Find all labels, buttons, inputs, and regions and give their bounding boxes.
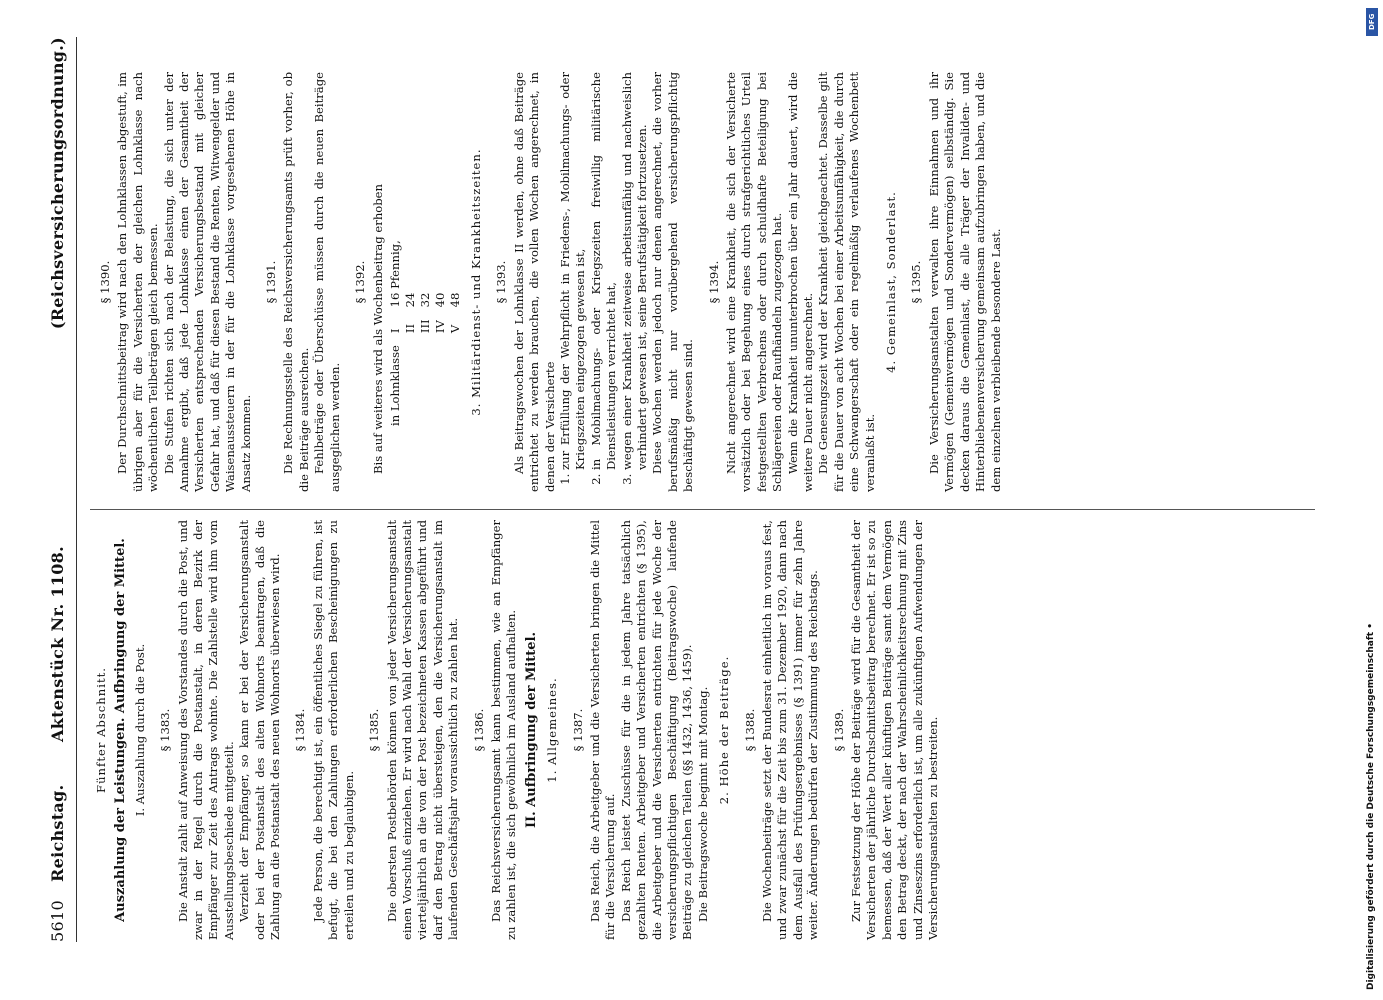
section-heading: Fünfter Abschnitt. — [94, 667, 108, 793]
paragraph-number: § 1392. — [353, 260, 368, 304]
rate-class: III — [417, 319, 432, 334]
header-center-title: Aktenstück Nr. 1108. — [48, 546, 67, 742]
paragraph-text: Zur Festsetzung der Höhe der Beiträge wird für die Gesamtheit der Versicherten der jährliche Durchschnittsbeitrag berechnet. Er ist so zu bemessen, daß der Wert aller künftigen Beiträge samt dem Vermögen den Betrag deckt, der nach der Wahrscheinlichkeitsrechnung mit Zins und Zinseszins erforderlich ist, um alle zukünftigen Aufwendungen der Versicherungsanstalten zu bestreiten. — [849, 520, 941, 940]
rate-row — [448, 234, 463, 432]
paragraph-number: § 1384. — [293, 708, 308, 752]
paragraph-text: Nicht angerechnet wird eine Krankheit, die sich der Versicherte vorsätzlich oder bei Begehung eines durch strafgerichtliches Urteil festgestellten Verbrechens oder durch schuldhafte Beteiligung bei Schlägereien oder Raufhändeln zugezogen hat. — [724, 72, 785, 492]
paragraph-text: Jede Person, die berechtigt ist, ein öffentliches Siegel zu führen, ist befugt, die bei den Zahlungen erforderlichen Bescheinigungen zu erteilen und zu beglaubigen. — [310, 520, 356, 940]
list-item: 2. in Mobilmachungs- oder Kriegszeiten freiwillig militärische Dienstleistungen verrichtet hat, — [589, 72, 620, 470]
paragraph-number: § 1387. — [570, 708, 585, 752]
paragraph-text: Fehlbeträge oder Überschüsse müssen durch die neuen Beiträge ausgeglichen werden. — [312, 72, 342, 492]
rate-row — [388, 234, 403, 432]
paragraph-text: Das Reich leistet Zuschüsse für die in jedem Jahre tatsächlich gezahlten Renten. Arbeitgeber und Versicherten entrichten (§ 1395), die Arbeitgeber und die Versicherten entrichten für jede Woche der versicherungspflichtigen Beschäftigung (Beitragswoche) laufende Beiträge zu gleichen Teilen (§§ 1432, 1436, 1459). — [618, 520, 695, 940]
subsection-heading: 2. Höhe der Beiträge. — [717, 655, 732, 805]
rate-prefix — [433, 339, 448, 432]
contribution-rates-table — [388, 234, 463, 432]
header-right-title: (Reichsversicherungsordnung.) — [48, 37, 67, 330]
rate-class: II — [402, 323, 417, 334]
paragraph-text: Bis auf weiteres wird als Wochenbeitrag erhoben — [370, 183, 385, 474]
paragraph-text: Die Wochenbeiträge setzt der Bundesrat einheitlich im voraus fest, und zwar zunächst für die Zeit bis zum 31. Dezember 1920, dann nach dem Ausfall des Prüfungsergebnisses (§ 1391) immer für zehn Jahre weiter. Änderungen bedürfen der Zustimmung des Reichstags. — [760, 520, 821, 940]
rate-prefix — [448, 339, 463, 432]
rate-prefix — [418, 339, 433, 432]
rate-amount: 32 — [417, 292, 432, 308]
list-item: 3. wegen einer Krankheit zeitweise arbeitsunfähig und nachweislich verhindert gewesen ist, seine Berufstätigkeit fortzusetzen. — [620, 72, 651, 470]
paragraph-number: § 1395. — [909, 260, 924, 304]
rate-row — [433, 234, 448, 432]
rate-class: V — [447, 324, 462, 334]
rate-row — [418, 234, 433, 432]
paragraph-text: Die Genesungszeit wird der Krankheit gleichgeachtet. Dasselbe gilt für die Dauer von acht Wochen bei einer Arbeitsunfähigkeit, die durch eine Schwangerschaft oder ein regelmäßig verlaufenes Wochenbett veranlaßt ist. — [816, 72, 877, 492]
paragraph-number: § 1388. — [742, 708, 757, 752]
paragraph-text: Der Durchschnittsbeitrag wird nach den Lohnklassen abgestuft, im übrigen aber für die Versicherten der gleichen Lohnklasse nach wöchentlichen Teilbeträgen gleich bemessen. — [115, 72, 161, 492]
paragraph-number: § 1385. — [367, 708, 382, 752]
paragraph-text: Das Reichsversicherungsamt kann bestimmen, wie an Empfänger zu zahlen ist, die sich gewöhnlich im Ausland aufhalten. — [488, 520, 519, 940]
paragraph-text: Als Beitragswochen der Lohnklasse II werden, ohne daß Beiträge entrichtet zu werden brauchen, die vollen Wochen angerechnet, in denen der Versicherte — [511, 72, 557, 492]
header-rule — [76, 37, 77, 942]
paragraph-number: § 1390. — [98, 260, 112, 304]
paragraph-text: Die Stufen richten sich nach der Belastung, die sich unter der Annahme ergibt, daß jede Lohnklasse einen der Gesamtheit der Versicherten entsprechenden Versicherungsbestand mit gleicher Gefahr hat, und daß für diesen Bestand die Renten, Witwengelder und Waisenaussteuern in der für die Lohnklasse vorgesehenen Höhe in Ansatz kommen. — [161, 72, 253, 492]
subsection-heading: II. Aufbringung der Mittel. — [523, 631, 539, 829]
paragraph-text: Die Versicherungsanstalten verwalten ihre Einnahmen und ihr Vermögen (Gemeinvermögen und Sondervermögen) selbständig. Sie decken daraus die Gemeinlast, die alle Träger der Invaliden- und Hinterbliebenenversicherung gemeinsam aufzubringen haben, und die dem einzelnen verbleibende besondere Last. — [926, 72, 1003, 492]
paragraph-number: § 1393. — [494, 260, 509, 304]
column-divider — [90, 509, 1315, 510]
rate-amount: 16 Pfennig, — [387, 240, 402, 308]
rate-prefix — [403, 339, 418, 432]
rate-row — [403, 234, 418, 432]
subsection-heading: I. Auszahlung durch die Post. — [132, 643, 147, 817]
page-number: 5610 — [48, 900, 67, 942]
dfg-logo: DFG — [1366, 8, 1378, 36]
right-column — [88, 72, 1004, 492]
subsection-heading: 3. Militärdienst- und Krankheitszeiten. — [468, 148, 483, 416]
rate-prefix: in Lohnklasse — [387, 345, 402, 426]
paragraph-text: Die Rechnungsstelle des Reichsversicherungsamts prüft vorher, ob die Beiträge ausreichen. — [281, 72, 311, 492]
rate-amount: 48 — [447, 292, 462, 308]
paragraph-number: § 1386. — [471, 708, 486, 752]
section-title: Auszahlung der Leistungen. Aufbringung der Mittel. — [113, 538, 129, 922]
paragraph-text: Verzieht der Empfänger, so kann er bei der Versicherungsanstalt oder bei der Postanstalt des alten Wohnorts beantragen, daß die Zahlung an die Postanstalt des neuen Wohnorts überwiesen wird. — [237, 520, 283, 940]
left-column — [88, 520, 942, 940]
header-left-title: Reichstag. — [48, 784, 67, 882]
rate-class: IV — [432, 320, 447, 334]
paragraph-text: Die Anstalt zahlt auf Anweisung des Vorstandes durch die Post, und zwar in der Regel durch die Postanstalt, in deren Bezirk der Empfänger zur Zeit des Antrags wohnte. Die Zahlstelle wird ihm vom Ausstellungsbeschiede mitgeteilt. — [175, 520, 236, 940]
paragraph-number: § 1394. — [706, 260, 721, 304]
subsection-heading: 1. Allgemeines. — [545, 677, 560, 783]
rate-class: I — [387, 328, 402, 334]
paragraph-text: Die obersten Postbehörden können von jeder Versicherungsanstalt einen Vorschuß einziehen. Er wird nach Wahl der Versicherungsanstalt vierteljährlich an die von der Post bezeichneten Kassen abgeführt und darf den Betrag nicht übersteigen, den die Versicherungsanstalt im laufenden Geschäftsjahr voraussichtlich zu zahlen hat. — [384, 520, 461, 940]
list-item: 1. zur Erfüllung der Wehrpflicht in Friedens-, Mobilmachungs- oder Kriegszeiten eingezogen gewesen ist, — [558, 72, 589, 470]
paragraph-number: § 1383. — [158, 708, 173, 752]
paragraph-text: Das Reich, die Arbeitgeber und die Versicherten bringen die Mittel für die Versicherung auf. — [587, 520, 618, 940]
paragraph-text: Wenn die Krankheit ununterbrochen über ein Jahr dauert, wird die weitere Dauer nicht angerechnet. — [785, 72, 816, 492]
paragraph-text: Die Beitragswoche beginnt mit Montag. — [695, 686, 710, 922]
paragraph-number: § 1391. — [264, 260, 279, 304]
paragraph-text: Diese Wochen werden jedoch nur denen angerechnet, die vorher berufsmäßig nicht nur vorübergehend versicherungspflichtig beschäftigt gewesen sind. — [650, 72, 696, 492]
page-header — [48, 37, 74, 942]
paragraph-number: § 1389. — [831, 708, 846, 752]
rate-amount: 40 — [432, 292, 447, 308]
digitization-note: Digitalisierung gefördert durch die Deutsche Forschungsgemeinschaft • — [1366, 623, 1376, 990]
rate-amount: 24 — [402, 292, 417, 308]
subsection-heading: 4. Gemeinlast, Sonderlast. — [884, 191, 899, 373]
condition-list — [558, 72, 650, 492]
